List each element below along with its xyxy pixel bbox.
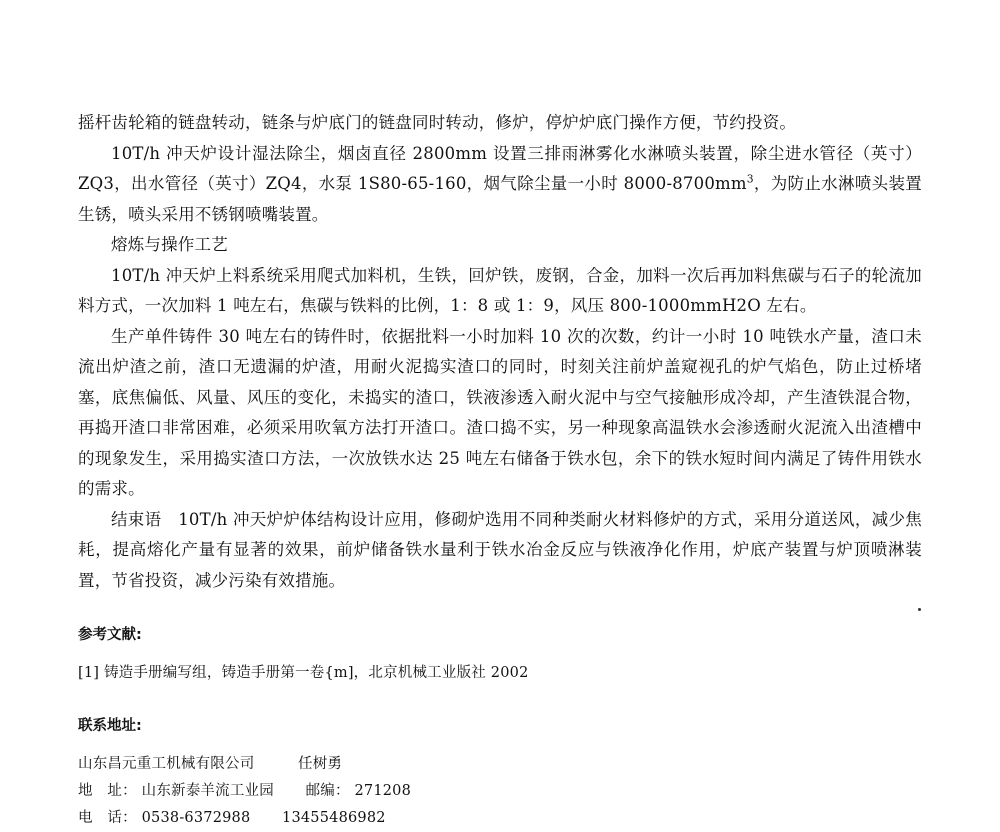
scan-artifact-dot — [918, 608, 921, 611]
contact-phone-label: 电 话： — [78, 810, 137, 826]
contact-heading: 联系地址: — [78, 718, 142, 734]
section-spacer-references — [78, 596, 922, 622]
contact-company: 山东昌元重工机械有限公司 — [78, 756, 255, 772]
paragraph-2 — [78, 139, 922, 231]
references-heading: 参考文献: — [78, 627, 142, 643]
contact-company-line — [78, 751, 922, 778]
section-spacer-contact — [78, 687, 922, 713]
paragraph-2-text: 10T/h 冲天炉设计湿法除尘，烟卤直径 2800mm 设置三排雨淋雾化水淋喷头装置，除尘进水管径（英寸）ZQ3，出水管径（英寸）ZQ4，水泵 1S80-65-160，烟气除尘量一小时 $8000-8700mm^3$，为防止水淋喷头装置生锈，喷头采用不锈钢喷嘴装置。 — [78, 143, 922, 224]
references-spacer — [78, 648, 922, 660]
contact-postcode-value: 271208 — [354, 783, 412, 799]
contact-phone-line — [78, 805, 922, 832]
paragraph-3-subheading: 熔炼与操作工艺 — [111, 235, 228, 254]
paragraph-6-conclusion: 结束语 10T/h 冲天炉炉体结构设计应用，修砌炉选用不同种类耐火材料修炉的方式，采用分道送风，减少焦耗，提高熔化产量有显著的效果，前炉储备铁水量利于铁水冶金反应与铁液净化作用，炉底产装置与炉顶喷淋装置，节省投资，减少污染有效措施。 — [78, 509, 922, 590]
paragraph-5: 生产单件铸件 30 吨左右的铸件时，依据批料一小时加料 10 次的次数，约计一小时 10 吨铁水产量，渣口未流出炉渣之前，渣口无遗漏的炉渣，用耐火泥捣实渣口的同时，时刻关注前炉盖窥视孔的炉气焰色，防止过桥堵塞，底焦偏低、风量、风压的变化，未捣实的渣口，铁液渗透入耐火泥中与空气接触形成冷却，产生渣铁混合物，再捣开渣口非常困难，必须采用吹氧方法打开渣口。渣口捣不实，另一种现象高温铁水会渗透耐火泥流入出渣槽中的现象发生，采用捣实渣口方法，一次放铁水达 25 吨左右储备于铁水包，余下的铁水短时间内满足了铸件用铁水的需求。 — [78, 326, 922, 498]
contact-address-label: 地 址： — [78, 783, 137, 799]
paragraph-1: 摇杆齿轮箱的链盘转动，链条与炉底门的链盘同时转动，修炉，停炉炉底门操作方便，节约投资。 — [78, 113, 797, 132]
contact-address-value: 山东新泰羊流工业园 — [141, 783, 274, 799]
contact-spacer — [78, 739, 922, 751]
contact-postcode-label: 邮编： — [305, 783, 350, 799]
superscript-cubic: 3 — [746, 172, 754, 186]
contact-mobile-value: 13455486982 — [282, 810, 386, 826]
reference-entry: [1] 铸造手册编写组，铸造手册第一卷{m]，北京机械工业版社 2002 — [78, 665, 529, 681]
document-body — [78, 108, 922, 596]
contact-section — [78, 713, 922, 832]
paragraph-4: 10T/h 冲天炉上料系统采用爬式加料机，生铁，回炉铁，废钢，合金，加料一次后再加料焦碳与石子的轮流加料方式，一次加料 1 吨左右，焦碳与铁料的比例，1：8 或 1：9，风压 800-1000mmH2O 左右。 — [78, 265, 922, 315]
contact-person: 任树勇 — [298, 756, 343, 772]
references-section — [78, 622, 922, 687]
contact-phone-value: 0538-6372988 — [141, 810, 251, 826]
contact-address-line — [78, 778, 922, 805]
